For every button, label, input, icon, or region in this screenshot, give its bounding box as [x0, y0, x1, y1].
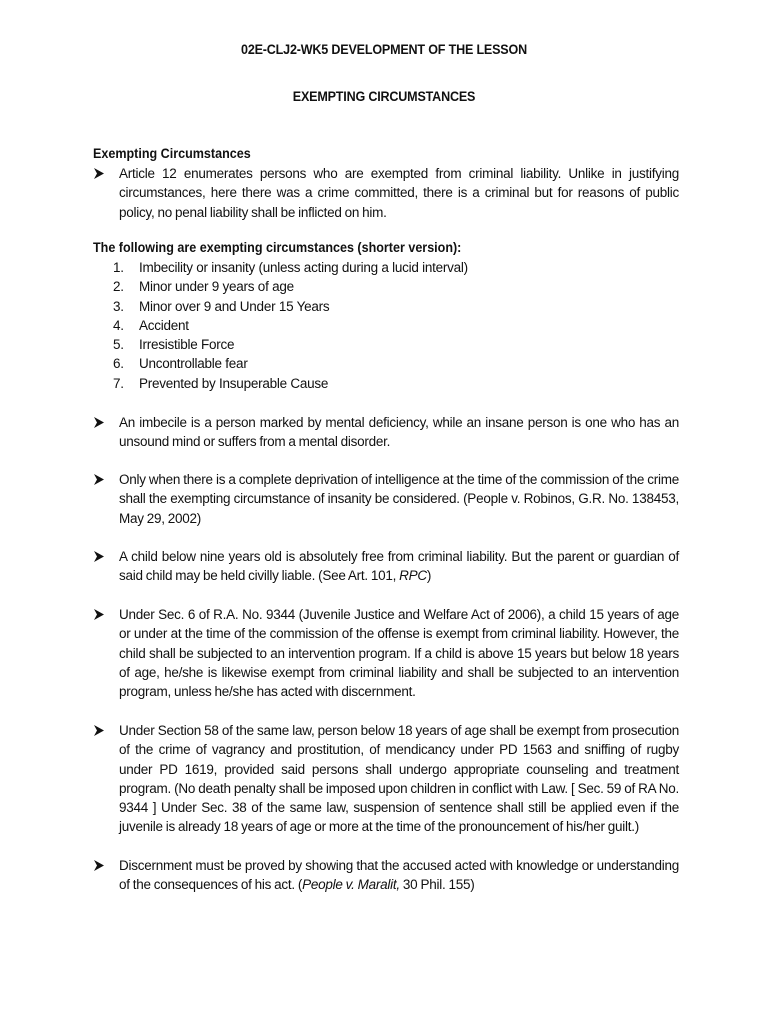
list-item-text: Accident [139, 317, 189, 333]
list-item-number: 4. [113, 317, 124, 333]
bullet-item [93, 547, 679, 586]
bullet-text-part: Discernment must be proved by showing that the accused acted with knowledge or understanding of the consequences of his act. ( [119, 858, 679, 893]
arrowhead-bullet-icon [93, 721, 107, 740]
list-item [93, 277, 653, 296]
bullet-text-italic: RPC [399, 568, 427, 584]
arrowhead-bullet-icon [93, 605, 107, 624]
list-heading: The following are exempting circumstances (shorter version): [93, 240, 462, 255]
bullet-block-discernment [93, 856, 679, 895]
list-item-text: Prevented by Insuperable Cause [139, 375, 329, 391]
list-item-number: 2. [113, 279, 124, 295]
list-item [93, 354, 653, 373]
list-item [93, 258, 653, 277]
bullet-block-imbecile [93, 413, 679, 452]
list-item [93, 316, 653, 335]
list-item-text: Uncontrollable fear [139, 356, 248, 372]
list-item-text: Imbecility or insanity (unless acting during a lucid interval) [139, 260, 468, 275]
list-item [93, 374, 653, 393]
bullet-text [119, 549, 679, 583]
bullet-text-part: ) [426, 568, 432, 584]
arrowhead-bullet-icon [93, 164, 107, 183]
document-subtitle: EXEMPTING CIRCUMSTANCES [292, 89, 476, 104]
section-heading: Exempting Circumstances [93, 146, 251, 161]
list-item-number: 6. [113, 356, 124, 372]
arrowhead-bullet-icon [93, 470, 107, 489]
bullet-text: Only when there is a complete deprivation of intelligence at the time of the commission of the crime shall the exempting circumstance of insanity be considered. (People v. Robinos, G.R. No. 138453, May 29, 2002) [119, 472, 679, 526]
list-item-text: Irresistible Force [139, 337, 235, 353]
bullet-text-part: A child below nine years old is absolutely free from criminal liability. But the parent or guardian of said child may be held civilly liable. (See Art. 101, [119, 549, 679, 584]
list-item-number: 5. [113, 337, 124, 353]
bullet-item [93, 413, 679, 452]
bullet-block-deprivation [93, 470, 679, 528]
list-item [93, 335, 653, 354]
list-item-number: 7. [113, 375, 124, 391]
list-item-number: 1. [113, 260, 124, 275]
list-item-text: Minor over 9 and Under 15 Years [139, 298, 330, 314]
bullet-block-article12 [93, 164, 679, 222]
bullet-item [93, 721, 679, 837]
bullet-text [119, 858, 679, 892]
bullet-block-ra9344 [93, 605, 679, 701]
bullet-item [93, 856, 679, 895]
arrowhead-bullet-icon [93, 547, 107, 566]
document-title: 02E-CLJ2-WK5 DEVELOPMENT OF THE LESSON [241, 42, 527, 57]
bullet-text: Under Sec. 6 of R.A. No. 9344 (Juvenile Justice and Welfare Act of 2006), a child 15 years of age or under at the time of the commission of the offense is exempt from criminal liability. However, the child shall be subjected to an intervention program. If a child is above 15 years but below 18 years of age, he/she is likewise exempt from criminal liability and shall be subjected to an intervention program, unless he/she has acted with discernment. [119, 607, 679, 700]
bullet-item [93, 164, 679, 222]
bullet-block-sec58 [93, 721, 679, 837]
arrowhead-bullet-icon [93, 413, 107, 432]
list-item [93, 297, 653, 316]
bullet-item [93, 605, 679, 701]
bullet-text: Article 12 enumerates persons who are exempted from criminal liability. Unlike in justifying circumstances, here there was a crime committed, there is a criminal but for reasons of public policy, no penal liability shall be inflicted on him. [119, 166, 679, 220]
arrowhead-bullet-icon [93, 856, 107, 875]
bullet-text: An imbecile is a person marked by mental deficiency, while an insane person is one who has an unsound mind or suffers from a mental disorder. [119, 415, 679, 450]
list-item-text: Minor under 9 years of age [139, 279, 294, 295]
bullet-item [93, 470, 679, 528]
bullet-text-italic: People v. Maralit, [302, 877, 400, 893]
bullet-block-child [93, 547, 679, 586]
exempting-circumstances-list [93, 258, 653, 393]
list-item-number: 3. [113, 298, 124, 314]
bullet-text-part: 30 Phil. 155) [399, 877, 475, 893]
bullet-text: Under Section 58 of the same law, person below 18 years of age shall be exempt from prosecution of the crime of vagrancy and prostitution, of mendicancy under PD 1563 and sniffing of rugby under PD 1619, provided said persons shall undergo appropriate counseling and treatment program. (No death penalty shall be imposed upon children in conflict with Law. [ Sec. 59 of RA No. 9344 ] Under Sec. 38 of the same law, suspension of sentence shall still be applied even if the juvenile is already 18 years of age or more at the time of the pronouncement of his/her guilt.) [119, 723, 679, 835]
